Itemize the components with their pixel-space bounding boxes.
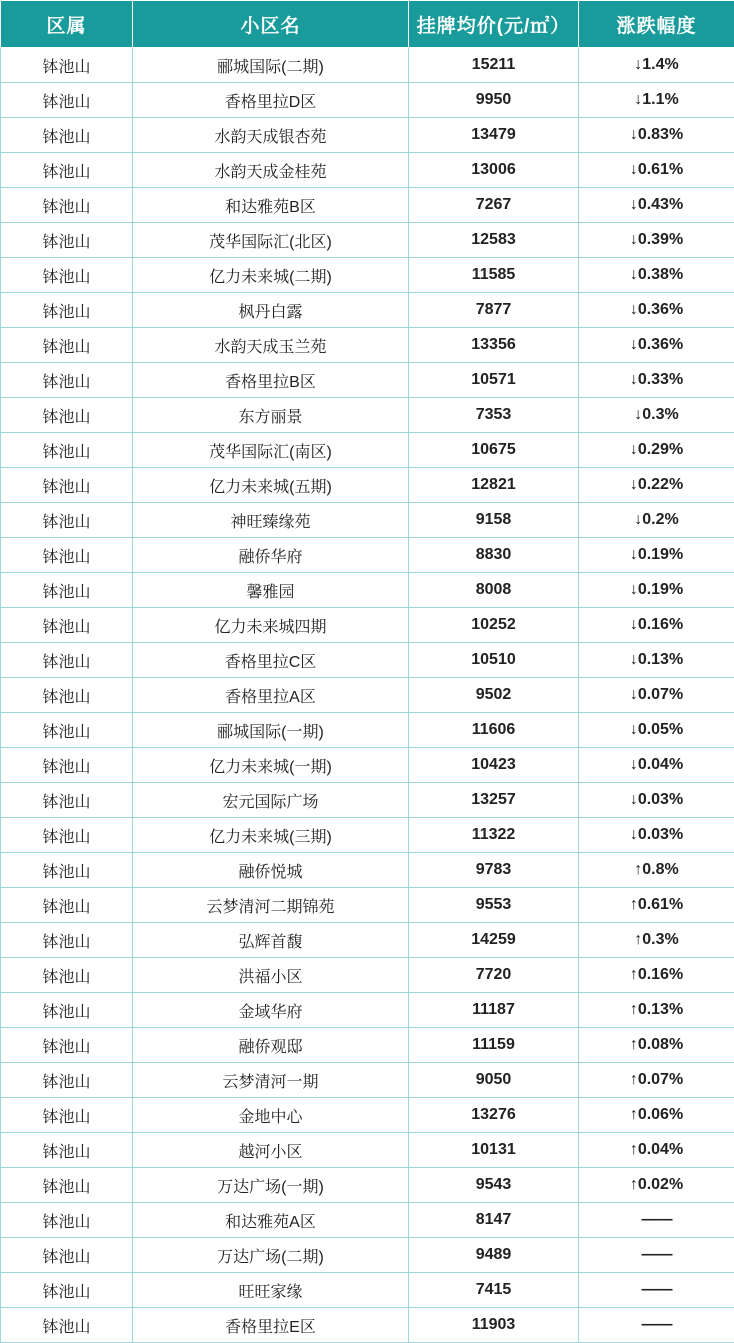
- cell-district: 钵池山: [1, 818, 133, 853]
- table-row: [1, 223, 734, 258]
- cell-community-name: 越河小区: [133, 1133, 409, 1168]
- cell-community-name: 水韵天成银杏苑: [133, 118, 409, 153]
- cell-average-price: 11187: [409, 993, 579, 1028]
- cell-community-name: 亿力未来城(二期): [133, 258, 409, 293]
- cell-price-change: ↓0.38%: [579, 258, 734, 293]
- cell-community-name: 香格里拉D区: [133, 83, 409, 118]
- cell-average-price: 7267: [409, 188, 579, 223]
- cell-price-change: ↓0.3%: [579, 398, 734, 433]
- cell-district: 钵池山: [1, 888, 133, 923]
- cell-community-name: 香格里拉C区: [133, 643, 409, 678]
- cell-district: 钵池山: [1, 1273, 133, 1308]
- cell-district: 钵池山: [1, 573, 133, 608]
- cell-community-name: 亿力未来城(一期): [133, 748, 409, 783]
- cell-average-price: 7353: [409, 398, 579, 433]
- cell-community-name: 融侨华府: [133, 538, 409, 573]
- cell-district: 钵池山: [1, 713, 133, 748]
- cell-average-price: 13257: [409, 783, 579, 818]
- table-row: [1, 888, 734, 923]
- table-row: [1, 853, 734, 888]
- cell-price-change: ↓0.83%: [579, 118, 734, 153]
- column-header-district: 区属: [1, 1, 133, 48]
- cell-community-name: 亿力未来城(三期): [133, 818, 409, 853]
- column-header-price-change: 涨跌幅度: [579, 1, 734, 48]
- cell-community-name: 水韵天成玉兰苑: [133, 328, 409, 363]
- cell-community-name: 香格里拉E区: [133, 1308, 409, 1343]
- cell-district: 钵池山: [1, 853, 133, 888]
- table-row: [1, 1063, 734, 1098]
- cell-average-price: 9502: [409, 678, 579, 713]
- column-header-community-name: 小区名: [133, 1, 409, 48]
- cell-district: 钵池山: [1, 258, 133, 293]
- table-row: [1, 1168, 734, 1203]
- cell-price-change: ↑0.08%: [579, 1028, 734, 1063]
- cell-community-name: 洪福小区: [133, 958, 409, 993]
- cell-district: 钵池山: [1, 538, 133, 573]
- cell-price-change: ——: [579, 1203, 734, 1238]
- cell-average-price: 7877: [409, 293, 579, 328]
- cell-average-price: 12583: [409, 223, 579, 258]
- cell-district: 钵池山: [1, 608, 133, 643]
- cell-district: 钵池山: [1, 363, 133, 398]
- cell-average-price: 9553: [409, 888, 579, 923]
- cell-price-change: ↑0.61%: [579, 888, 734, 923]
- table-row: [1, 748, 734, 783]
- table-row: [1, 398, 734, 433]
- cell-price-change: ↑0.04%: [579, 1133, 734, 1168]
- cell-price-change: ↑0.3%: [579, 923, 734, 958]
- cell-district: 钵池山: [1, 643, 133, 678]
- table-row: [1, 573, 734, 608]
- table-row: [1, 1273, 734, 1308]
- cell-community-name: 神旺臻缘苑: [133, 503, 409, 538]
- cell-price-change: ↓0.05%: [579, 713, 734, 748]
- cell-community-name: 枫丹白露: [133, 293, 409, 328]
- cell-price-change: ↓0.2%: [579, 503, 734, 538]
- cell-community-name: 云梦清河二期锦苑: [133, 888, 409, 923]
- table-row: [1, 153, 734, 188]
- cell-community-name: 万达广场(一期): [133, 1168, 409, 1203]
- cell-district: 钵池山: [1, 1168, 133, 1203]
- cell-average-price: 8830: [409, 538, 579, 573]
- cell-price-change: ↓1.1%: [579, 83, 734, 118]
- cell-district: 钵池山: [1, 783, 133, 818]
- cell-price-change: ↓0.04%: [579, 748, 734, 783]
- cell-community-name: 香格里拉B区: [133, 363, 409, 398]
- cell-price-change: ↓0.03%: [579, 818, 734, 853]
- cell-community-name: 云梦清河一期: [133, 1063, 409, 1098]
- table-row: [1, 293, 734, 328]
- cell-price-change: ↓0.19%: [579, 538, 734, 573]
- cell-average-price: 13276: [409, 1098, 579, 1133]
- table-row: [1, 328, 734, 363]
- cell-district: 钵池山: [1, 678, 133, 713]
- cell-price-change: ↓0.61%: [579, 153, 734, 188]
- cell-community-name: 茂华国际汇(北区): [133, 223, 409, 258]
- cell-district: 钵池山: [1, 293, 133, 328]
- cell-district: 钵池山: [1, 1203, 133, 1238]
- cell-average-price: 15211: [409, 48, 579, 83]
- cell-average-price: 9050: [409, 1063, 579, 1098]
- cell-price-change: ↓0.39%: [579, 223, 734, 258]
- cell-price-change: ↓0.19%: [579, 573, 734, 608]
- cell-district: 钵池山: [1, 503, 133, 538]
- cell-price-change: ↓0.36%: [579, 328, 734, 363]
- cell-community-name: 亿力未来城四期: [133, 608, 409, 643]
- cell-price-change: ↑0.13%: [579, 993, 734, 1028]
- cell-average-price: 13006: [409, 153, 579, 188]
- cell-community-name: 融侨悦城: [133, 853, 409, 888]
- cell-average-price: 10675: [409, 433, 579, 468]
- table-row: [1, 643, 734, 678]
- cell-community-name: 香格里拉A区: [133, 678, 409, 713]
- cell-price-change: ↓0.33%: [579, 363, 734, 398]
- cell-community-name: 水韵天成金桂苑: [133, 153, 409, 188]
- cell-district: 钵池山: [1, 328, 133, 363]
- cell-average-price: 13356: [409, 328, 579, 363]
- cell-district: 钵池山: [1, 468, 133, 503]
- cell-district: 钵池山: [1, 993, 133, 1028]
- cell-price-change: ↓0.43%: [579, 188, 734, 223]
- cell-community-name: 万达广场(二期): [133, 1238, 409, 1273]
- cell-average-price: 10510: [409, 643, 579, 678]
- table-row: [1, 118, 734, 153]
- cell-price-change: ——: [579, 1273, 734, 1308]
- cell-district: 钵池山: [1, 1098, 133, 1133]
- cell-price-change: ↑0.06%: [579, 1098, 734, 1133]
- cell-district: 钵池山: [1, 1238, 133, 1273]
- cell-price-change: ↓0.29%: [579, 433, 734, 468]
- cell-average-price: 8147: [409, 1203, 579, 1238]
- table-row: [1, 363, 734, 398]
- cell-community-name: 馨雅园: [133, 573, 409, 608]
- table-row: [1, 468, 734, 503]
- cell-community-name: 金域华府: [133, 993, 409, 1028]
- cell-community-name: 茂华国际汇(南区): [133, 433, 409, 468]
- cell-average-price: 13479: [409, 118, 579, 153]
- table-header-row: [1, 1, 734, 48]
- column-header-average-price: 挂牌均价(元/㎡）: [409, 1, 579, 48]
- cell-district: 钵池山: [1, 1063, 133, 1098]
- cell-average-price: 10252: [409, 608, 579, 643]
- cell-average-price: 9950: [409, 83, 579, 118]
- cell-district: 钵池山: [1, 48, 133, 83]
- cell-district: 钵池山: [1, 923, 133, 958]
- cell-district: 钵池山: [1, 1028, 133, 1063]
- cell-price-change: ↓0.13%: [579, 643, 734, 678]
- cell-average-price: 10423: [409, 748, 579, 783]
- cell-district: 钵池山: [1, 1308, 133, 1343]
- cell-average-price: 11322: [409, 818, 579, 853]
- cell-community-name: 郦城国际(二期): [133, 48, 409, 83]
- table-row: [1, 818, 734, 853]
- table-row: [1, 503, 734, 538]
- cell-district: 钵池山: [1, 188, 133, 223]
- cell-district: 钵池山: [1, 958, 133, 993]
- cell-district: 钵池山: [1, 223, 133, 258]
- cell-average-price: 9543: [409, 1168, 579, 1203]
- cell-average-price: 7415: [409, 1273, 579, 1308]
- cell-average-price: 9783: [409, 853, 579, 888]
- cell-price-change: ——: [579, 1238, 734, 1273]
- cell-price-change: ↓0.22%: [579, 468, 734, 503]
- cell-average-price: 11585: [409, 258, 579, 293]
- cell-community-name: 东方丽景: [133, 398, 409, 433]
- cell-district: 钵池山: [1, 118, 133, 153]
- table-row: [1, 1133, 734, 1168]
- cell-community-name: 和达雅苑B区: [133, 188, 409, 223]
- cell-price-change: ↓0.03%: [579, 783, 734, 818]
- cell-district: 钵池山: [1, 83, 133, 118]
- cell-average-price: 14259: [409, 923, 579, 958]
- cell-average-price: 11606: [409, 713, 579, 748]
- cell-average-price: 10131: [409, 1133, 579, 1168]
- table-row: [1, 608, 734, 643]
- cell-community-name: 金地中心: [133, 1098, 409, 1133]
- table-row: [1, 83, 734, 118]
- cell-price-change: ↑0.16%: [579, 958, 734, 993]
- cell-community-name: 亿力未来城(五期): [133, 468, 409, 503]
- cell-price-change: ↓0.36%: [579, 293, 734, 328]
- table-body: [1, 48, 734, 1343]
- cell-district: 钵池山: [1, 1133, 133, 1168]
- cell-price-change: ↑0.8%: [579, 853, 734, 888]
- cell-average-price: 7720: [409, 958, 579, 993]
- cell-average-price: 11903: [409, 1308, 579, 1343]
- cell-price-change: ↑0.07%: [579, 1063, 734, 1098]
- table-row: [1, 1028, 734, 1063]
- table-row: [1, 923, 734, 958]
- table-row: [1, 188, 734, 223]
- cell-average-price: 9158: [409, 503, 579, 538]
- cell-district: 钵池山: [1, 433, 133, 468]
- table-row: [1, 958, 734, 993]
- table-row: [1, 258, 734, 293]
- cell-average-price: 8008: [409, 573, 579, 608]
- cell-district: 钵池山: [1, 153, 133, 188]
- table-row: [1, 678, 734, 713]
- cell-community-name: 宏元国际广场: [133, 783, 409, 818]
- cell-average-price: 12821: [409, 468, 579, 503]
- cell-average-price: 11159: [409, 1028, 579, 1063]
- table-row: [1, 1308, 734, 1343]
- cell-price-change: ↓0.16%: [579, 608, 734, 643]
- cell-community-name: 弘辉首馥: [133, 923, 409, 958]
- table-row: [1, 713, 734, 748]
- cell-price-change: ↓0.07%: [579, 678, 734, 713]
- cell-price-change: ↑0.02%: [579, 1168, 734, 1203]
- table-row: [1, 538, 734, 573]
- cell-community-name: 旺旺家缘: [133, 1273, 409, 1308]
- cell-price-change: ↓1.4%: [579, 48, 734, 83]
- table-row: [1, 1203, 734, 1238]
- table-row: [1, 993, 734, 1028]
- cell-average-price: 9489: [409, 1238, 579, 1273]
- table-row: [1, 1098, 734, 1133]
- cell-community-name: 郦城国际(一期): [133, 713, 409, 748]
- table-row: [1, 1238, 734, 1273]
- table-row: [1, 48, 734, 83]
- table-row: [1, 783, 734, 818]
- cell-price-change: ——: [579, 1308, 734, 1343]
- cell-district: 钵池山: [1, 398, 133, 433]
- table-row: [1, 433, 734, 468]
- cell-district: 钵池山: [1, 748, 133, 783]
- cell-community-name: 和达雅苑A区: [133, 1203, 409, 1238]
- cell-average-price: 10571: [409, 363, 579, 398]
- cell-community-name: 融侨观邸: [133, 1028, 409, 1063]
